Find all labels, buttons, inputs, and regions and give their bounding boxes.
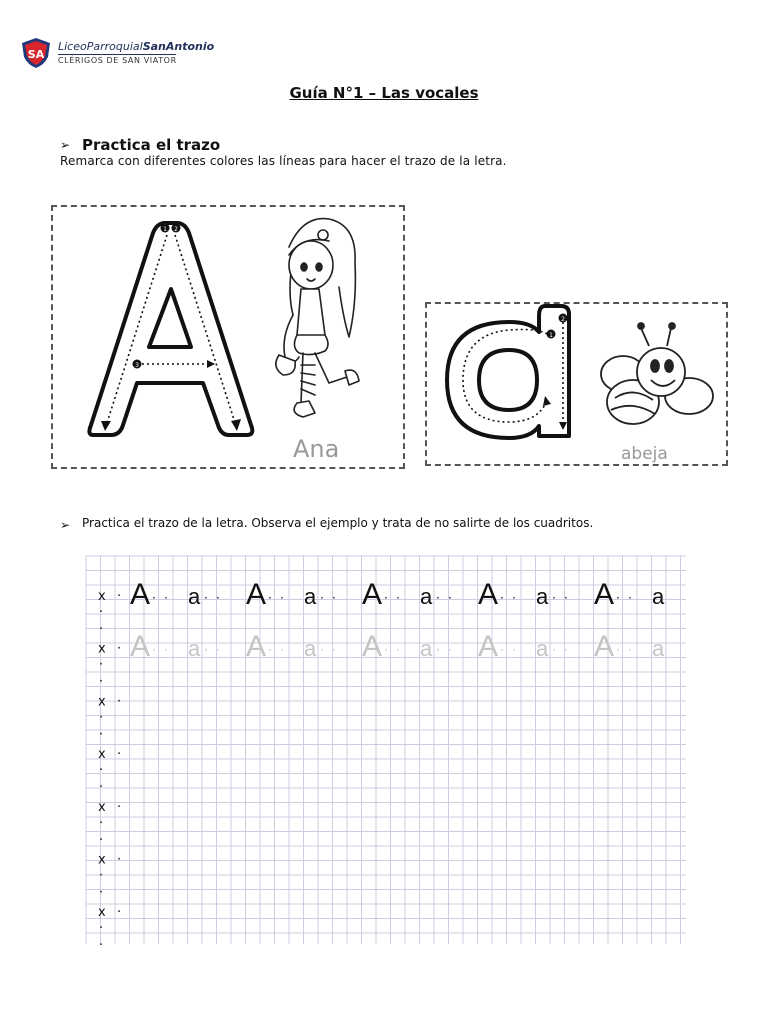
section2-instruction: Practica el trazo de la letra. Observa el ejemplo y trata de no salirte de los cuadritos. bbox=[82, 516, 594, 530]
model-letter: a bbox=[188, 584, 201, 609]
row-dot: · bbox=[117, 747, 122, 763]
row-dot: · bbox=[117, 589, 122, 604]
lowercase-a-illustration bbox=[427, 304, 726, 464]
model-letter-dot: · bbox=[512, 591, 516, 605]
section1-bullet: ➢ bbox=[60, 138, 71, 152]
svg-text:2: 2 bbox=[561, 316, 565, 323]
trace-letter: a bbox=[304, 636, 317, 661]
row-spacer-dot: · bbox=[99, 710, 104, 726]
model-letter: A bbox=[594, 578, 615, 611]
trace-letter-dot: · bbox=[396, 643, 400, 657]
trace-letter: a bbox=[652, 636, 665, 661]
trace-letter-dot: · bbox=[268, 643, 272, 657]
row-spacer-dot: · bbox=[99, 938, 104, 954]
trace-letter: a bbox=[420, 636, 433, 661]
trace-letter-dot: · bbox=[332, 643, 336, 657]
card-a-caption: Ana bbox=[293, 435, 340, 463]
row-dot: · bbox=[117, 641, 122, 657]
trace-letter-dot: · bbox=[384, 643, 388, 657]
row-spacer-dot: · bbox=[99, 605, 104, 620]
model-letter: A bbox=[478, 578, 499, 611]
trace-letter-dot: · bbox=[448, 643, 452, 657]
row-marker: x bbox=[98, 589, 106, 604]
row-marker: x bbox=[98, 852, 106, 868]
svg-text:1: 1 bbox=[549, 332, 553, 339]
card-a-lowercase-caption: abeja bbox=[621, 444, 668, 464]
handwriting-practice-grid[interactable] bbox=[86, 548, 686, 954]
row-spacer-dot: · bbox=[99, 832, 104, 848]
trace-letter: a bbox=[536, 636, 549, 661]
row-spacer-dot: · bbox=[99, 921, 104, 937]
trace-letter: a bbox=[188, 636, 201, 661]
logo-letters: SA bbox=[27, 48, 45, 61]
model-letter-dot: · bbox=[332, 591, 336, 605]
model-letter: A bbox=[130, 578, 151, 611]
model-letter-dot: · bbox=[500, 591, 504, 605]
model-letter-dot: · bbox=[152, 591, 156, 605]
trace-letter-dot: · bbox=[616, 643, 620, 657]
row-spacer-dot: · bbox=[99, 727, 104, 743]
row-marker: x bbox=[98, 694, 106, 710]
school-name-underline bbox=[58, 54, 176, 55]
trace-letter-dot: · bbox=[164, 643, 168, 657]
trace-letter-dot: · bbox=[280, 643, 284, 657]
trace-letter-dot: · bbox=[552, 643, 556, 657]
trace-letter-dot: · bbox=[628, 643, 632, 657]
uppercase-a-tracing-card bbox=[51, 205, 405, 469]
trace-letter: A bbox=[130, 630, 151, 663]
trace-letter: A bbox=[594, 630, 615, 663]
school-name bbox=[58, 40, 214, 53]
row-marker: x bbox=[98, 799, 106, 815]
trace-letter-dot: · bbox=[436, 643, 440, 657]
lowercase-a-tracing-card bbox=[425, 302, 728, 466]
trace-letter-dot: · bbox=[152, 643, 156, 657]
row-spacer-dot: · bbox=[99, 815, 104, 831]
row-spacer-dot: · bbox=[99, 868, 104, 884]
girl-illustration bbox=[276, 219, 359, 417]
row-spacer-dot: · bbox=[99, 780, 104, 796]
model-letter-dot: · bbox=[320, 591, 324, 605]
practice-letters bbox=[130, 578, 665, 663]
row-dot: · bbox=[117, 694, 122, 710]
model-letter-dot: · bbox=[564, 591, 568, 605]
grid-lines bbox=[86, 556, 686, 944]
model-letter-dot: · bbox=[216, 591, 220, 605]
section1-instruction: Remarca con diferentes colores las líneas para hacer el trazo de la letra. bbox=[60, 154, 507, 168]
school-shield-logo bbox=[20, 37, 52, 69]
section2-bullet: ➢ bbox=[60, 518, 71, 532]
trace-letter-dot: · bbox=[564, 643, 568, 657]
bee-illustration bbox=[601, 323, 713, 424]
trace-letter-dot: · bbox=[512, 643, 516, 657]
page-title: Guía N°1 – Las vocales bbox=[289, 84, 479, 102]
stroke-guide-1 bbox=[105, 235, 167, 429]
svg-text:2: 2 bbox=[174, 226, 178, 233]
model-letter-dot: · bbox=[268, 591, 272, 605]
model-letter-dot: · bbox=[628, 591, 632, 605]
school-name-main: SanAntonio bbox=[142, 40, 215, 53]
row-dot: · bbox=[117, 905, 122, 921]
model-letter-dot: · bbox=[204, 591, 208, 605]
model-letter-dot: · bbox=[280, 591, 284, 605]
trace-letter-dot: · bbox=[320, 643, 324, 657]
model-letter-dot: · bbox=[616, 591, 620, 605]
row-dot: · bbox=[117, 852, 122, 868]
row-spacer-dot: · bbox=[99, 763, 104, 779]
row-marker: x bbox=[98, 905, 106, 921]
model-letter-dot: · bbox=[396, 591, 400, 605]
section1-heading: Practica el trazo bbox=[82, 136, 221, 154]
model-letter-dot: · bbox=[436, 591, 440, 605]
row-spacer-dot: · bbox=[99, 674, 104, 690]
model-letter: a bbox=[652, 584, 665, 609]
row-spacer-dot: · bbox=[99, 622, 104, 637]
trace-letter-dot: · bbox=[500, 643, 504, 657]
trace-letter-dot: · bbox=[204, 643, 208, 657]
row-markers bbox=[98, 589, 121, 953]
row-dot: · bbox=[117, 799, 122, 815]
trace-letter: A bbox=[478, 630, 499, 663]
uppercase-a-illustration bbox=[53, 207, 403, 467]
model-letter: A bbox=[246, 578, 267, 611]
svg-text:1: 1 bbox=[163, 226, 167, 233]
trace-letter-dot: · bbox=[216, 643, 220, 657]
row-spacer-dot: · bbox=[99, 885, 104, 901]
model-letter: a bbox=[304, 584, 317, 609]
model-letter: a bbox=[536, 584, 549, 609]
school-subtitle: CLÉRIGOS DE SAN VIATOR bbox=[58, 56, 177, 65]
model-letter-dot: · bbox=[384, 591, 388, 605]
trace-letter: A bbox=[362, 630, 383, 663]
trace-letter: A bbox=[246, 630, 267, 663]
model-letter-dot: · bbox=[448, 591, 452, 605]
school-name-prefix: LiceoParroquial bbox=[58, 40, 143, 53]
model-letter-dot: · bbox=[164, 591, 168, 605]
row-marker: x bbox=[98, 747, 106, 763]
model-letter-dot: · bbox=[552, 591, 556, 605]
letter-a-lowercase-outline bbox=[447, 306, 569, 438]
row-spacer-dot: · bbox=[99, 657, 104, 673]
model-letter: A bbox=[362, 578, 383, 611]
row-marker: x bbox=[98, 641, 106, 657]
model-letter: a bbox=[420, 584, 433, 609]
svg-text:3: 3 bbox=[135, 362, 139, 369]
